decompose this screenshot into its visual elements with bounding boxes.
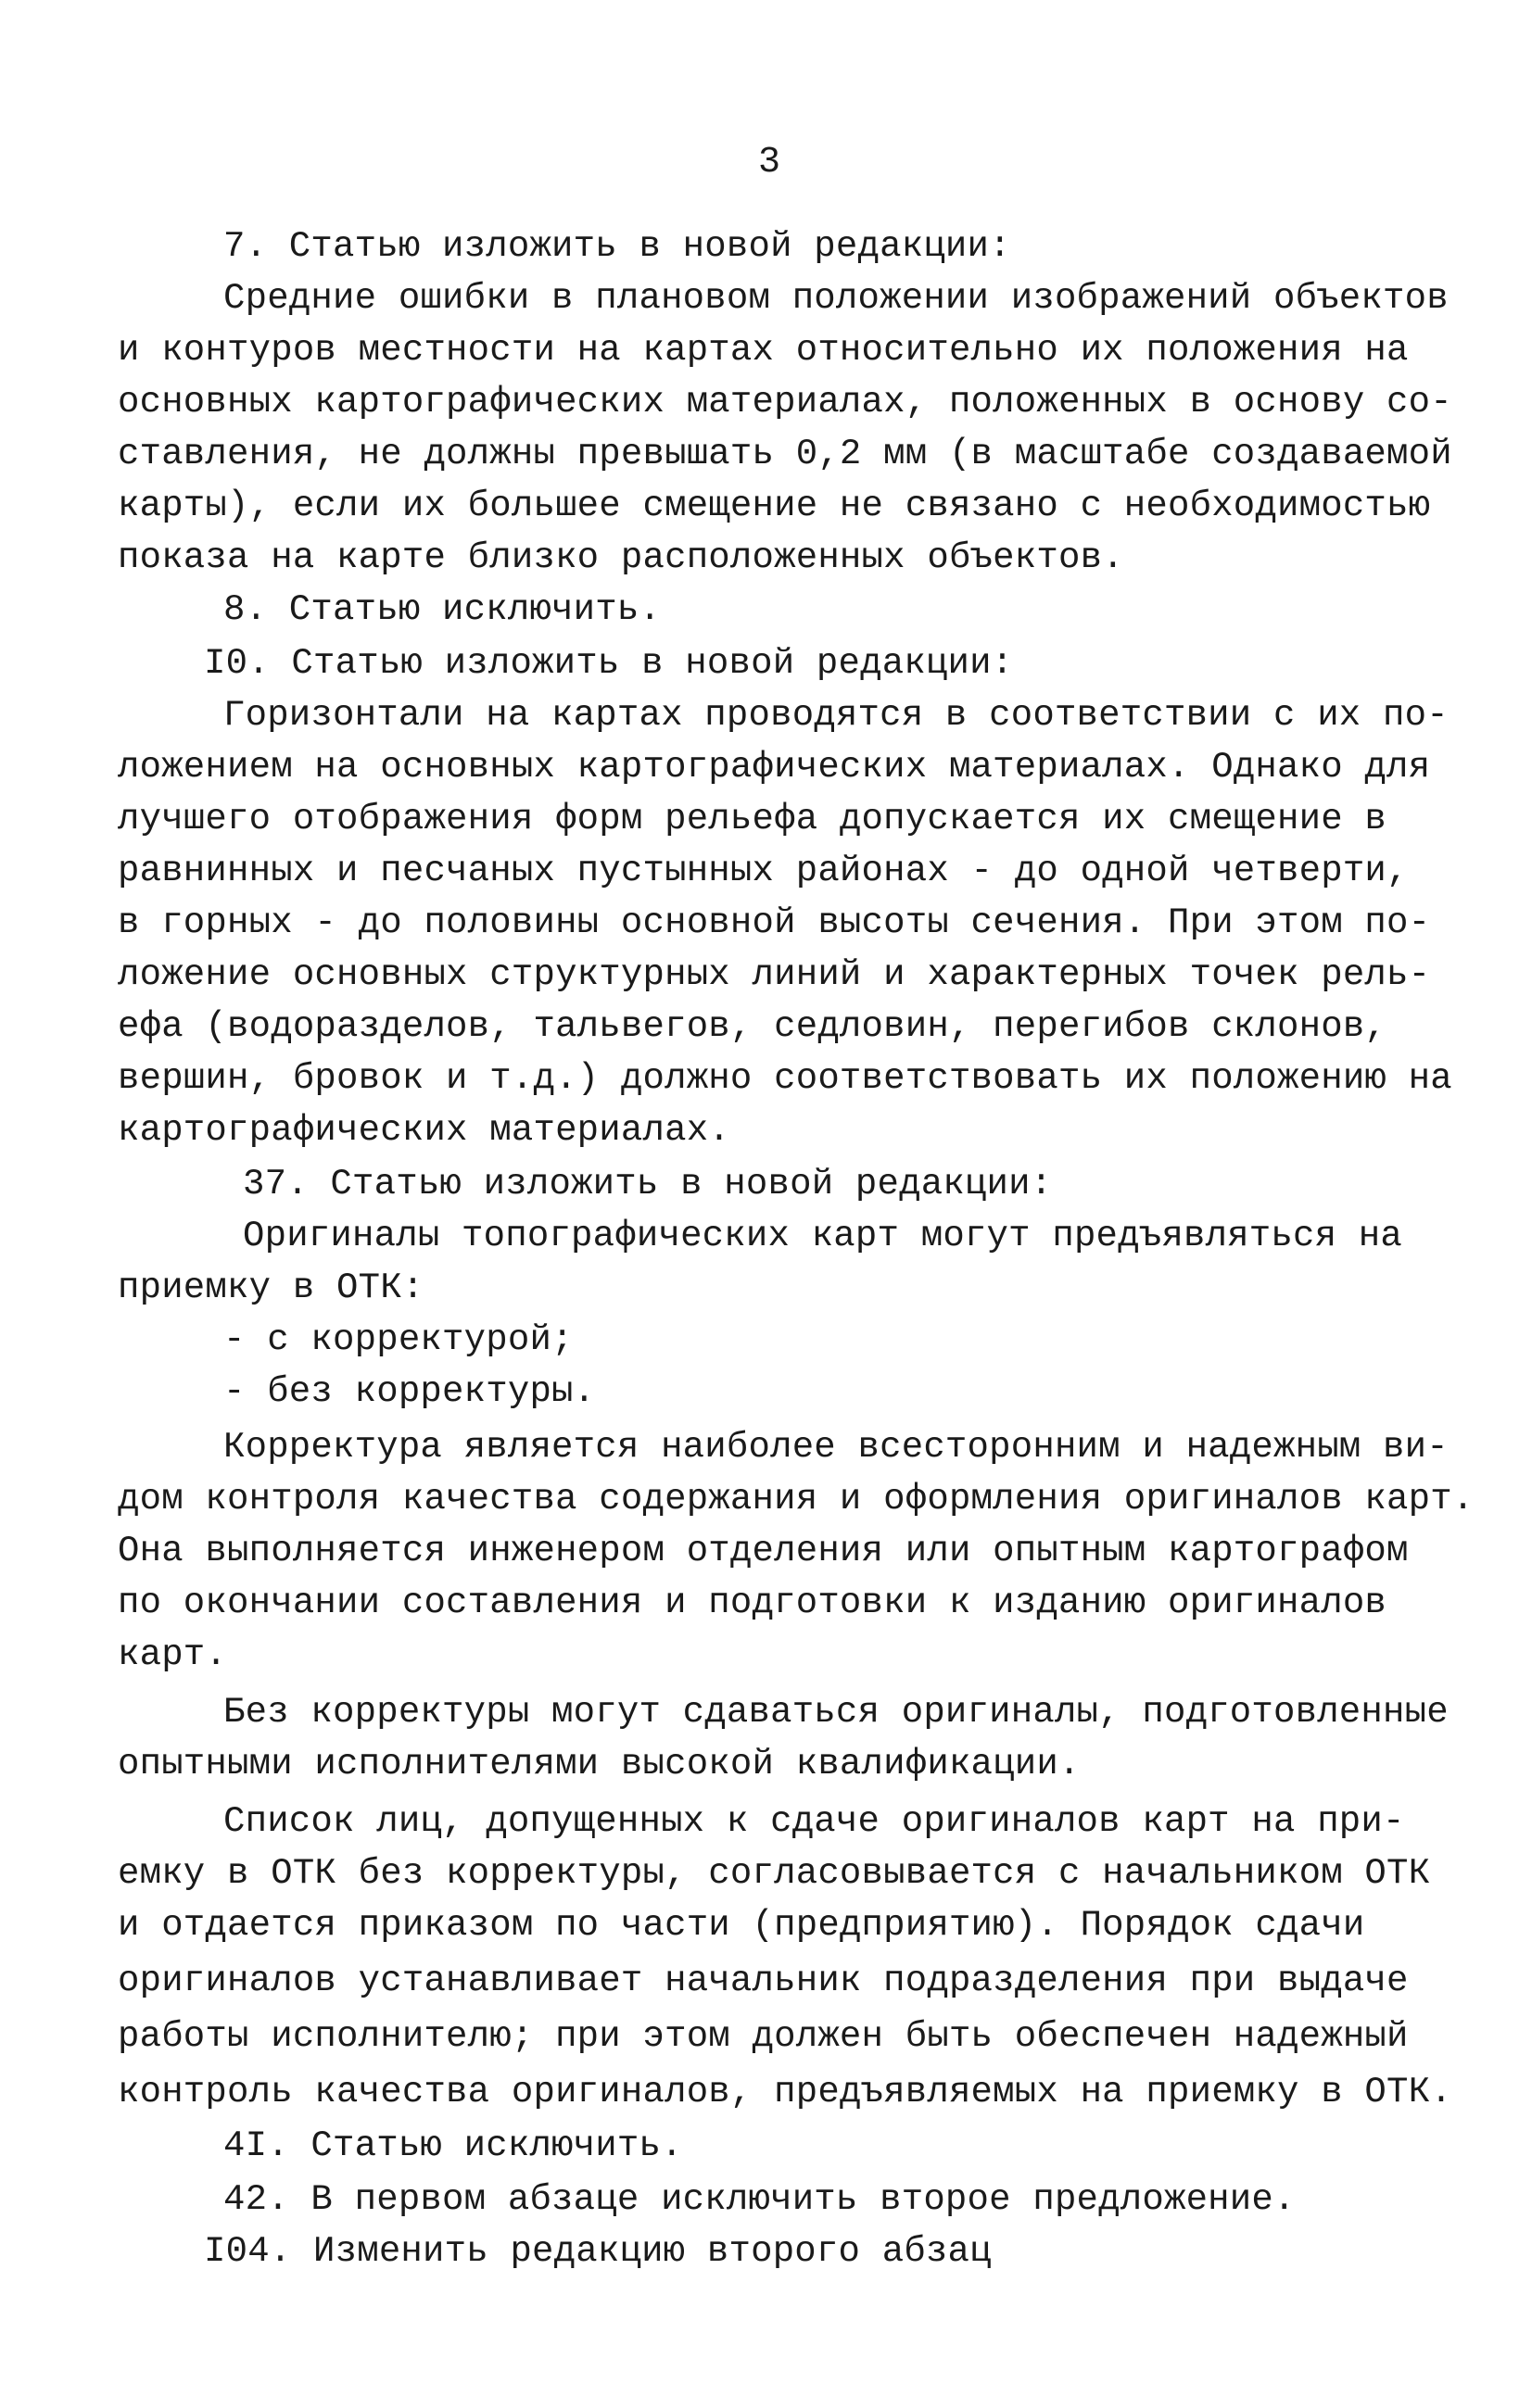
page-number: 3 xyxy=(758,142,781,183)
text-line: 37. Статью изложить в новой редакции: xyxy=(243,1164,1053,1204)
text-line: контроль качества оригиналов, предъявляемых на приемку в ОТК. xyxy=(118,2072,1452,2112)
text-line: Оригиналы топографических карт могут предъявляться на xyxy=(243,1216,1403,1256)
text-line: - с корректурой; xyxy=(223,1319,574,1360)
text-line: в горных - до половины основной высоты сечения. При этом по- xyxy=(118,902,1431,943)
text-line: показа на карте близко расположенных объектов. xyxy=(118,537,1124,578)
text-line: ложением на основных картографических материалах. Однако для xyxy=(118,747,1431,788)
text-line: Корректура является наиболее всесторонним и надежным ви- xyxy=(223,1427,1449,1468)
text-line: I0. Статью изложить в новой редакции: xyxy=(204,643,1014,684)
text-line: Список лиц, допущенных к сдаче оригиналов карт на при- xyxy=(223,1801,1405,1842)
text-line: оригиналов устанавливает начальник подразделения при выдаче xyxy=(118,1960,1409,2001)
text-line: вершин, бровок и т.д.) должно соответствовать их положению на xyxy=(118,1058,1452,1099)
text-line: работы исполнителю; при этом должен быть обеспечен надежный xyxy=(118,2016,1409,2057)
text-line: Она выполняется инженером отделения или опытным картографом xyxy=(118,1531,1409,1571)
text-line: основных картографических материалах, положенных в основу со- xyxy=(118,382,1452,422)
text-line: Без корректуры могут сдаваться оригиналы, подготовленные xyxy=(223,1692,1449,1733)
text-line: 4I. Статью исключить. xyxy=(223,2125,683,2166)
text-line: дом контроля качества содержания и оформления оригиналов карт. xyxy=(118,1479,1475,1519)
text-line: по окончании составления и подготовки к изданию оригиналов xyxy=(118,1582,1387,1623)
text-line: 42. В первом абзаце исключить второе предложение. xyxy=(223,2179,1296,2220)
text-line: ставления, не должны превышать 0,2 мм (в масштабе создаваемой xyxy=(118,434,1452,474)
text-line: и контуров местности на картах относительно их положения на xyxy=(118,330,1409,371)
text-line: картографических материалах. xyxy=(118,1110,730,1151)
text-line: карт. xyxy=(118,1634,228,1675)
text-line: ефа (водоразделов, тальвегов, седловин, перегибов склонов, xyxy=(118,1006,1387,1047)
text-line: ложение основных структурных линий и характерных точек рель- xyxy=(118,954,1431,995)
text-line: опытными исполнителями высокой квалификации. xyxy=(118,1744,1081,1784)
text-line: карты), если их большее смещение не связано с необходимостью xyxy=(118,485,1431,526)
text-line: приемку в ОТК: xyxy=(118,1267,424,1308)
text-line: 7. Статью изложить в новой редакции: xyxy=(223,226,1011,267)
text-line: и отдается приказом по части (предприятию). Порядок сдачи xyxy=(118,1905,1365,1946)
text-line: Средние ошибки в плановом положении изображений объектов xyxy=(223,278,1449,319)
text-line: I04. Изменить редакцию второго абзац xyxy=(204,2231,992,2272)
text-line: 8. Статью исключить. xyxy=(223,589,662,630)
text-line: Горизонтали на картах проводятся в соответствии с их по- xyxy=(223,695,1449,736)
text-line: емку в ОТК без корректуры, согласовывается с начальником ОТК xyxy=(118,1853,1431,1894)
text-line: равнинных и песчаных пустынных районах - до одной четверти, xyxy=(118,851,1409,891)
text-line: - без корректуры. xyxy=(223,1371,596,1412)
text-line: лучшего отображения форм рельефа допускается их смещение в xyxy=(118,799,1387,839)
